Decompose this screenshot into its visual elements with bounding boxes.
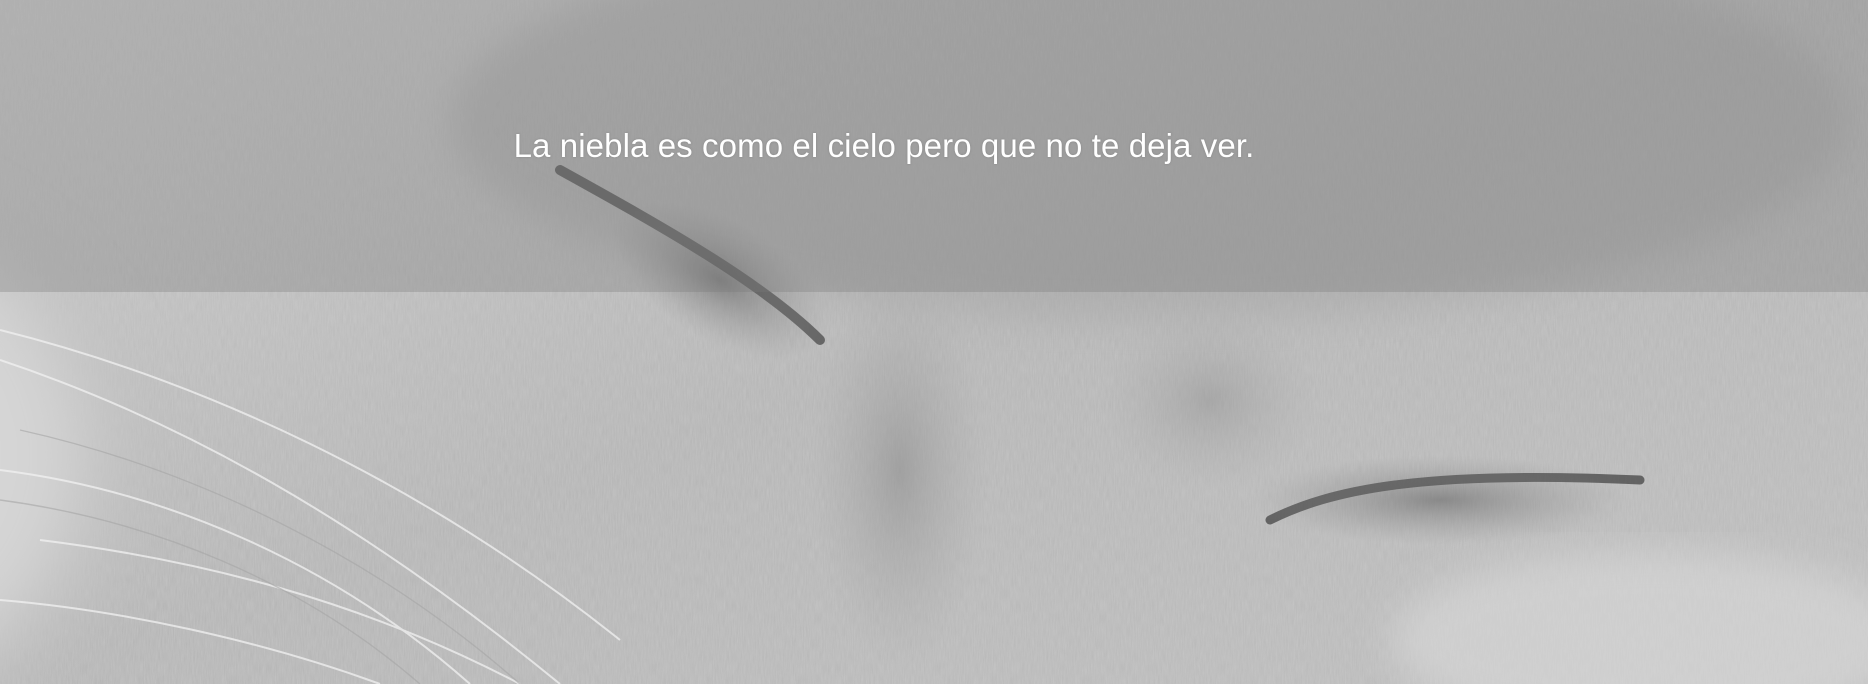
hero-quote: La niebla es como el cielo pero que no te deja ver. (513, 127, 1255, 164)
